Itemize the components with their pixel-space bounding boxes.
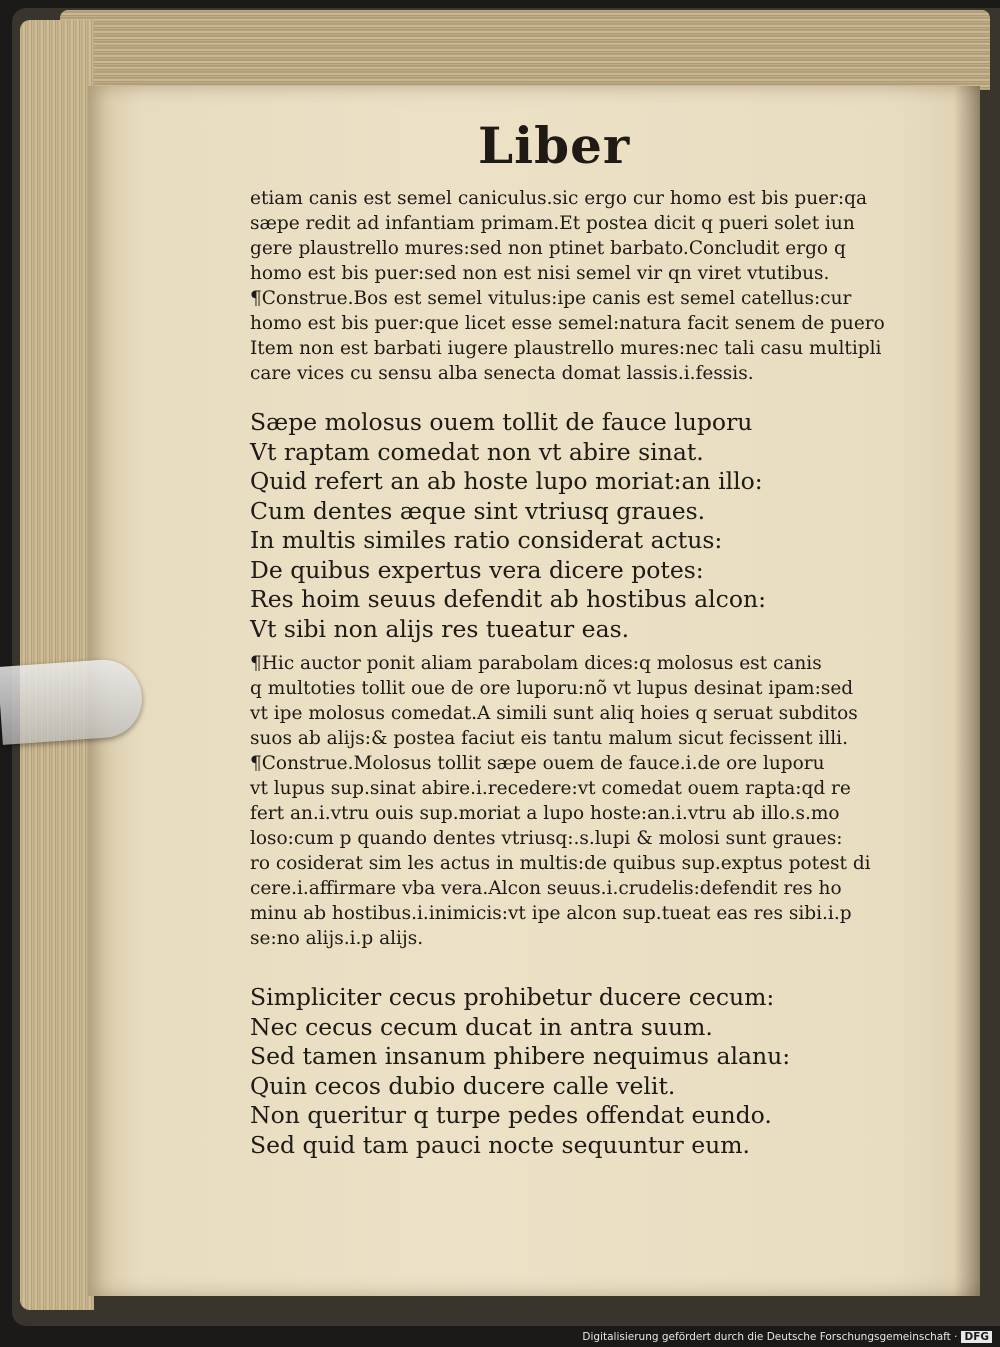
commentary-block-1	[250, 186, 885, 386]
commentary-line: suos ab alijs:& postea faciut eis tantu malum sicut fecissent illi.	[250, 728, 848, 749]
verse-line: Quin cecos dubio ducere calle velit.	[250, 1071, 676, 1100]
commentary-line: ro cosiderat sim les actus in multis:de quibus sup.exptus potest di	[250, 853, 871, 874]
verse-block-1	[250, 408, 766, 644]
verse-line: Non queritur q turpe pedes offendat eundo.	[250, 1101, 772, 1129]
commentary-line: loso:cum p quando dentes vtriusq:.s.lupi & molosi sunt graues:	[250, 828, 843, 849]
verse-line: Sæpe molosus ouem tollit de fauce luporu	[250, 408, 753, 436]
verse-line: De quibus expertus vera dicere potes:	[250, 555, 704, 584]
commentary-line: ¶Construe.Bos est semel vitulus:ipe canis est semel catellus:cur	[250, 288, 852, 309]
commentary-line: ¶Construe.Molosus tollit sæpe ouem de fauce.i.de ore luporu	[250, 753, 825, 774]
verse-line: Vt sibi non alijs res tueatur eas.	[250, 614, 630, 643]
book-page	[88, 86, 980, 1296]
verse-line: Simpliciter cecus prohibetur ducere cecum:	[250, 983, 775, 1011]
spine-shadow	[954, 86, 980, 1296]
running-head: Liber	[478, 116, 631, 175]
verse-line: Vt raptam comedat non vt abire sinat.	[250, 437, 704, 466]
verse-line: Quid refert an ab hoste lupo moriat:an illo:	[250, 467, 763, 495]
commentary-block-2	[250, 651, 871, 951]
commentary-line: minu ab hostibus.i.inimicis:vt ipe alcon sup.tueat eas res sibi.i.p	[250, 903, 852, 924]
credit-text: Digitalisierung gefördert durch die Deutsche Forschungsgemeinschaft ·	[582, 1331, 958, 1343]
commentary-line: cere.i.affirmare vba vera.Alcon seuus.i.crudelis:defendit res ho	[250, 878, 842, 899]
commentary-line: care vices cu sensu alba senecta domat lassis.i.fessis.	[250, 363, 754, 384]
verse-line: Sed quid tam pauci nocte sequuntur eum.	[250, 1130, 751, 1159]
verse-line: Nec cecus cecum ducat in antra suum.	[250, 1012, 713, 1041]
verse-block-2	[250, 983, 790, 1160]
page-clip	[0, 657, 145, 745]
commentary-line: homo est bis puer:sed non est nisi semel vir qn viret vtutibus.	[250, 263, 830, 284]
book-top-edge	[60, 10, 990, 90]
commentary-line: gere plaustrello mures:sed non ptinet barbato.Concludit ergo q	[250, 238, 846, 259]
commentary-line: etiam canis est semel caniculus.sic ergo cur homo est bis puer:qa	[250, 188, 868, 209]
digitization-credit	[582, 1331, 992, 1343]
dfg-logo: DFG	[961, 1331, 992, 1343]
commentary-line: se:no alijs.i.p alijs.	[250, 928, 424, 949]
commentary-line: Item non est barbati iugere plaustrello mures:nec tali casu multipli	[250, 338, 882, 359]
commentary-line: q multoties tollit oue de ore luporu:nõ vt lupus desinat ipam:sed	[250, 678, 854, 699]
commentary-line: vt ipe molosus comedat.A simili sunt aliq hoies q seruat subditos	[250, 703, 858, 724]
commentary-line: fert an.i.vtru ouis sup.moriat a lupo hoste:an.i.vtru ab illo.s.mo	[250, 803, 840, 824]
commentary-line: vt lupus sup.sinat abire.i.recedere:vt comedat ouem rapta:qd re	[250, 778, 851, 799]
verse-line: Cum dentes æque sint vtriusq graues.	[250, 496, 706, 525]
verse-line: In multis similes ratio considerat actus:	[250, 526, 723, 554]
commentary-line: sæpe redit ad infantiam primam.Et postea dicit q pueri solet iun	[250, 213, 855, 234]
verse-line: Res hoim seuus defendit ab hostibus alcon:	[250, 585, 767, 613]
commentary-line: ¶Hic auctor ponit aliam parabolam dices:q molosus est canis	[250, 653, 822, 674]
commentary-line: homo est bis puer:que licet esse semel:natura facit senem de puero	[250, 313, 885, 334]
verse-line: Sed tamen insanum phibere nequimus alanu:	[250, 1042, 791, 1070]
